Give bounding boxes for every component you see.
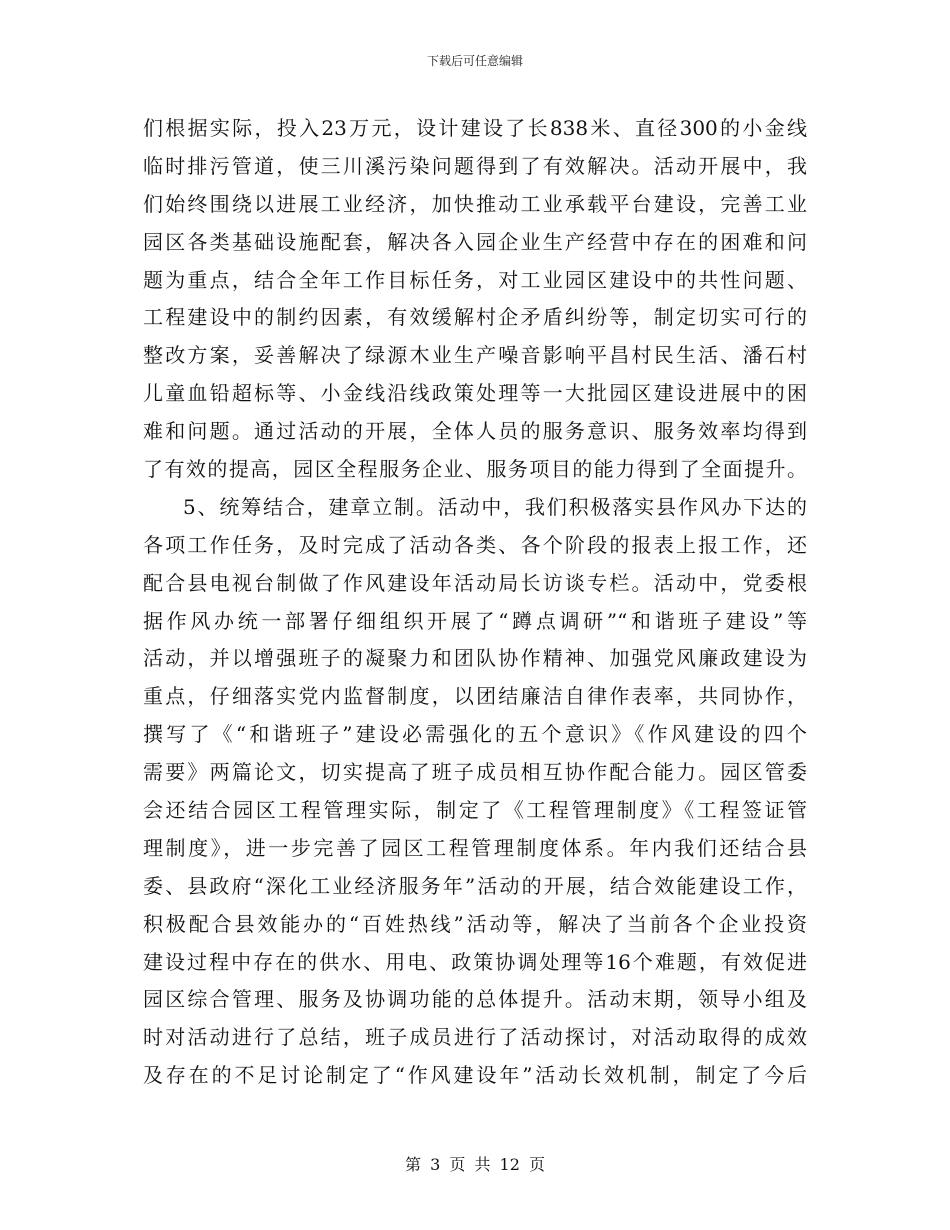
page-number-footer: 第 3 页 共 12 页 — [405, 1155, 545, 1174]
text-line: 时对活动进行了总结，班子成员进行了活动探讨，对活动取得的成效 — [143, 1025, 807, 1050]
text-line: 需要》两篇论文，切实提高了班子成员相互协作配合能力。园区管委 — [143, 760, 807, 785]
text-line: 据作风办统一部署仔细组织开展了“蹲点调研”“和谐班子建设”等 — [143, 608, 807, 633]
text-line: 工程建设中的制约因素，有效缓解村企矛盾纠纷等，制定切实可行的 — [143, 305, 807, 330]
text-line: 理制度》，进一步完善了园区工程管理制度体系。年内我们还结合县 — [143, 835, 807, 860]
text-line: 重点，仔细落实党内监督制度，以团结廉洁自律作表率，共同协作， — [143, 684, 807, 709]
text-line: 委、县政府“深化工业经济服务年”活动的开展，结合效能建设工作， — [143, 873, 807, 898]
text-line: 临时排污管道，使三川溪污染问题得到了有效解决。活动开展中，我 — [143, 153, 807, 178]
text-line: 各项工作任务，及时完成了活动各类、各个阶段的报表上报工作，还 — [143, 532, 807, 557]
text-line: 建设过程中存在的供水、用电、政策协调处理等16个难题，有效促进 — [143, 949, 807, 974]
text-line: 们根据实际，投入23万元，设计建设了长838米、直径300的小金线 — [143, 116, 807, 140]
text-line: 园区各类基础设施配套，解决各入园企业生产经营中存在的困难和问 — [143, 229, 807, 254]
text-line: 们始终围绕以进展工业经济，加快推动工业承载平台建设，完善工业 — [143, 191, 807, 216]
page-header-note: 下载后可任意编辑 — [426, 54, 523, 68]
text-line: 儿童血铅超标等、小金线沿线政策处理等一大批园区建设进展中的困 — [143, 381, 807, 406]
text-line: 难和问题。通过活动的开展，全体人员的服务意识、服务效率均得到 — [143, 419, 807, 444]
text-line: 题为重点，结合全年工作目标任务，对工业园区建设中的共性问题、 — [143, 267, 807, 292]
body-text — [143, 110, 807, 1095]
text-line: 及存在的不足讨论制定了“作风建设年”活动长效机制，制定了今后 — [143, 1063, 807, 1088]
paragraph-start-line: 5、统筹结合，建章立制。活动中，我们积极落实县作风办下达的 — [183, 494, 807, 519]
text-line: 了有效的提高，园区全程服务企业、服务项目的能力得到了全面提升。 — [143, 457, 807, 482]
text-line: 积极配合县效能办的“百姓热线”活动等，解决了当前各个企业投资 — [143, 911, 807, 936]
text-line: 园区综合管理、服务及协调功能的总体提升。活动末期，领导小组及 — [143, 987, 807, 1012]
text-line: 会还结合园区工程管理实际，制定了《工程管理制度》《工程签证管 — [143, 798, 807, 823]
text-line: 配合县电视台制做了作风建设年活动局长访谈专栏。活动中，党委根 — [143, 570, 807, 595]
text-line: 撰写了《“和谐班子”建设必需强化的五个意识》《作风建设的四个 — [143, 722, 807, 747]
text-line: 活动，并以增强班子的凝聚力和团队协作精神、加强党风廉政建设为 — [143, 646, 807, 671]
text-line: 整改方案，妥善解决了绿源木业生产噪音影响平昌村民生活、潘石村 — [143, 343, 807, 368]
